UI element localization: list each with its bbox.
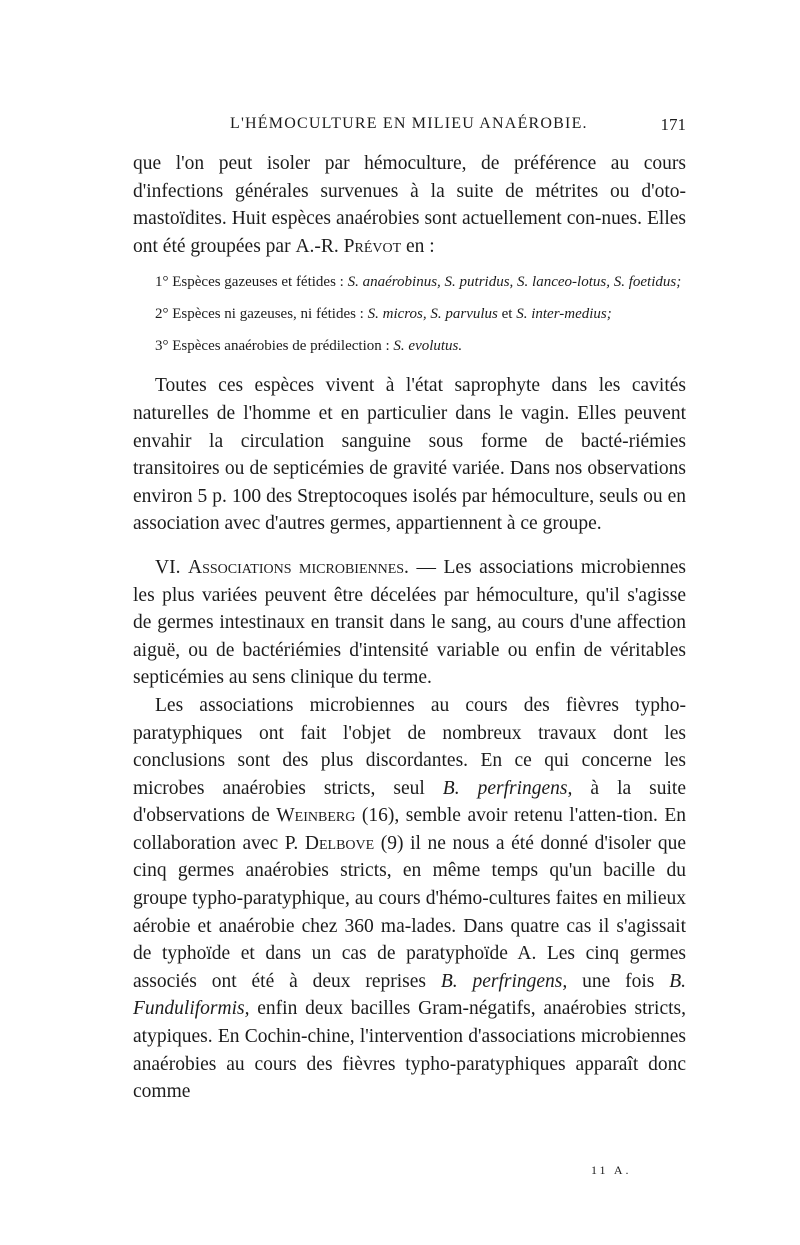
paragraph-text: enfin deux bacilles Gram-négatifs, anaérobies stricts, atypiques. En Cochin-chine, l'intervention d'associations microbiennes anaérobies au cours des fièvres typho-paratyphiques apparaît donc comme [133,998,686,1103]
section-vi-associations [133,554,686,692]
list-item-connector: et [497,306,517,323]
list-item-label: 3° Espèces anaérobies de prédilection : [155,338,394,355]
list-item-label: 2° Espèces ni gazeuses, ni fétides : [155,306,368,323]
paragraph-text: en : [401,235,435,257]
paragraph-text: Les associations microbiennes au cours des fièvres typho-paratyphiques ont fait l'objet de nombreux travaux dont les conclusions sont des plus discordantes. En ce qui concerne les microbes anaérobies stricts, seul [133,694,686,799]
species-names: S. micros, S. parvulus [367,306,498,323]
species-name: B. perfringens, [440,970,568,992]
species-list [133,270,686,358]
page-body [133,150,686,1106]
species-names: S. evolutus. [393,338,463,355]
paragraph-typho-paratyphoid [133,692,686,1106]
species-name: B. perfringens, [442,777,573,799]
paragraph-saprophyte: Toutes ces espèces vivent à l'état saprophyte dans les cavités naturelles de l'homme et en particulier dans le vagin. Elles peuvent envahir la circulation sanguine sous forme de bacté-riémies transitoires ou de septicémies de gravité variée. Dans nos observations environ 5 p. 100 des Streptocoques isolés par hémoculture, seuls ou en association avec d'autres germes, appartiennent à ce groupe. [133,375,686,535]
paragraph-text: à la suite d'observations de [133,777,687,827]
paragraph-text: une fois [567,970,670,992]
paragraph-text: (9) il ne nous a été donné d'isoler que cinq germes anaérobies stricts, en même temps qu'un bacille du groupe typho-paratyphique, au cours d'hémo-cultures faites en milieux aérobie et anaérobie chez 360 ma-lades. Dans quatre cas il s'agissait de typhoïde et dans un cas de paratyphoïde A. Les cinq germes associés ont été à deux reprises [133,832,686,992]
paragraph-streptococcus-intro [133,150,686,260]
page-number: 171 [660,115,686,134]
running-head: L'HÉMOCULTURE EN MILIEU ANAÉROBIE. [230,115,588,132]
page-header [133,115,686,143]
list-item-label: 1° Espèces gazeuses et fétides : [155,274,348,291]
list-item [133,302,686,326]
author-name: A.-R. Prévot [295,235,402,257]
species-names: S. inter-medius; [516,306,612,323]
signature-mark: 11 A. [591,1163,632,1177]
author-name: Delbove [304,832,375,854]
paragraph-text: que l'on peut isoler par hémoculture, de préférence au cours d'infections générales survenues à la suite de métrites ou d'oto-mastoïdites. Huit espèces anaérobies sont actuellement con-nues. Elles ont été groupées par [133,153,686,257]
species-names: S. anaérobinus, S. putridus, S. lanceo-lotus, S. foetidus; [347,274,682,291]
paragraph-text: — Les associations microbiennes les plus variées peuvent être décelées par hémoculture, qu'il s'agisse de germes intestinaux en transit dans le sang, au cours d'une affection aiguë, ou de bactériémies d'intensité variable ou enfin de véritables septicémies au sens clinique du terme. [133,556,686,689]
list-item [133,270,686,294]
author-name: Weinberg [276,805,356,827]
list-item [133,334,686,358]
paragraph-text: (16), semble avoir retenu l'atten-tion. En collaboration avec P. [133,805,686,854]
species-name: B. Funduliformis, [133,970,686,1020]
section-heading: Associations microbiennes. [187,556,409,578]
section-numeral: VI. [155,556,188,578]
